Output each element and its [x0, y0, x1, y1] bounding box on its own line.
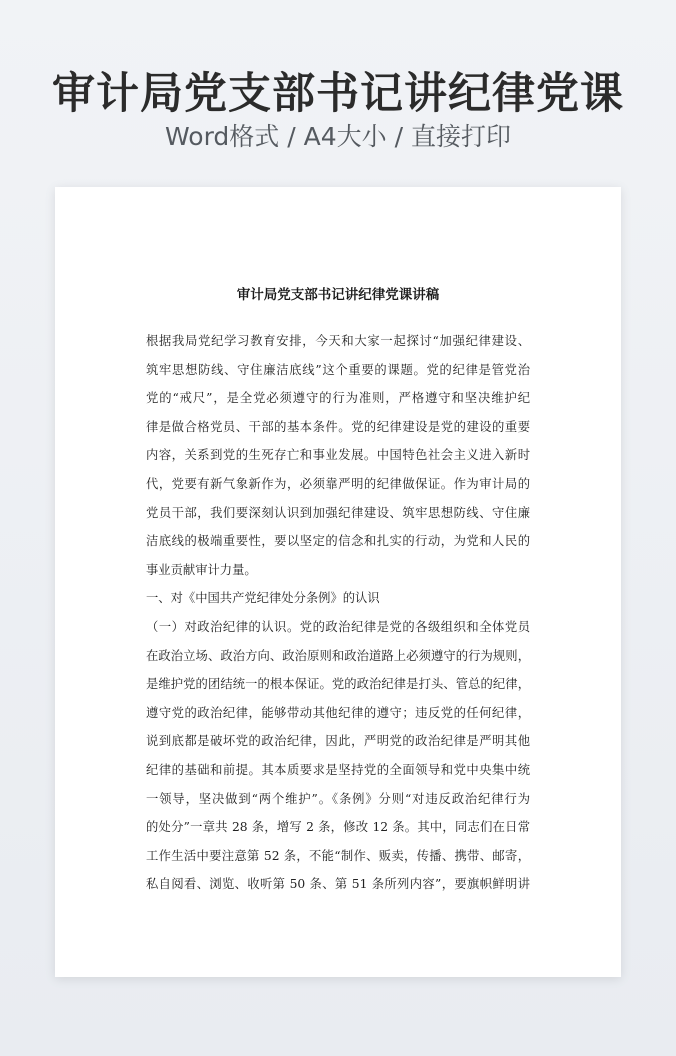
body-line: 洁底线的极端重要性，要以坚定的信念和扎实的行动，为党和人民的	[146, 534, 530, 549]
section-heading: 一、对《中国共产党纪律处分条例》的认识	[146, 591, 380, 606]
body-line: （一）对政治纪律的认识。党的政治纪律是党的各级组织和全体党员	[146, 619, 530, 634]
document-page	[55, 187, 621, 977]
body-line: 律是做合格党员、干部的基本条件。党的纪律建设是党的建设的重要	[146, 419, 530, 434]
banner-title: 审计局党支部书记讲纪律党课	[52, 69, 624, 119]
body-line: 事业贡献审计力量。	[146, 562, 257, 577]
body-line: 遵守党的政治纪律，能够带动其他纪律的遵守；违反党的任何纪律，	[146, 705, 530, 720]
body-line: 代，党要有新气象新作为，必须靠严明的纪律做保证。作为审计局的	[146, 476, 530, 491]
document-title: 审计局党支部书记讲纪律党课讲稿	[236, 287, 440, 303]
body-line: 在政治立场、政治方向、政治原则和政治道路上必须遵守的行为规则，	[146, 648, 530, 663]
body-line: 内容，关系到党的生死存亡和事业发展。中国特色社会主义进入新时	[146, 448, 530, 463]
body-line: 筑牢思想防线、守住廉洁底线”这个重要的课题。党的纪律是管党治	[146, 362, 530, 377]
body-line: 党的“戒尺”，是全党必须遵守的行为准则，严格遵守和坚决维护纪	[146, 391, 530, 406]
body-line: 说到底都是破坏党的政治纪律，因此，严明党的政治纪律是严明其他	[146, 734, 530, 749]
body-line: 工作生活中要注意第 52 条，不能“制作、贩卖，传播、携带、邮寄，	[146, 848, 530, 863]
document-body	[146, 327, 530, 899]
body-line: 纪律的基础和前提。其本质要求是坚持党的全面领导和党中央集中统	[146, 762, 530, 777]
banner-subtitle: Word格式 / A4大小 / 直接打印	[165, 122, 511, 151]
body-line: 一领导，坚决做到“两个维护”。《条例》分则“对违反政治纪律行为	[146, 791, 530, 806]
body-line: 根据我局党纪学习教育安排，今天和大家一起探讨“加强纪律建设、	[146, 334, 530, 348]
body-line: 的处分”一章共 28 条，增写 2 条，修改 12 条。其中，同志们在日常	[146, 820, 530, 835]
body-line: 是维护党的团结统一的根本保证。党的政治纪律是打头、管总的纪律，	[146, 677, 530, 692]
body-line: 私自阅看、浏览、收听第 50 条、第 51 条所列内容”，要旗帜鲜明讲	[146, 877, 530, 892]
body-line: 党员干部，我们要深刻认识到加强纪律建设、筑牢思想防线、守住廉	[146, 505, 530, 520]
